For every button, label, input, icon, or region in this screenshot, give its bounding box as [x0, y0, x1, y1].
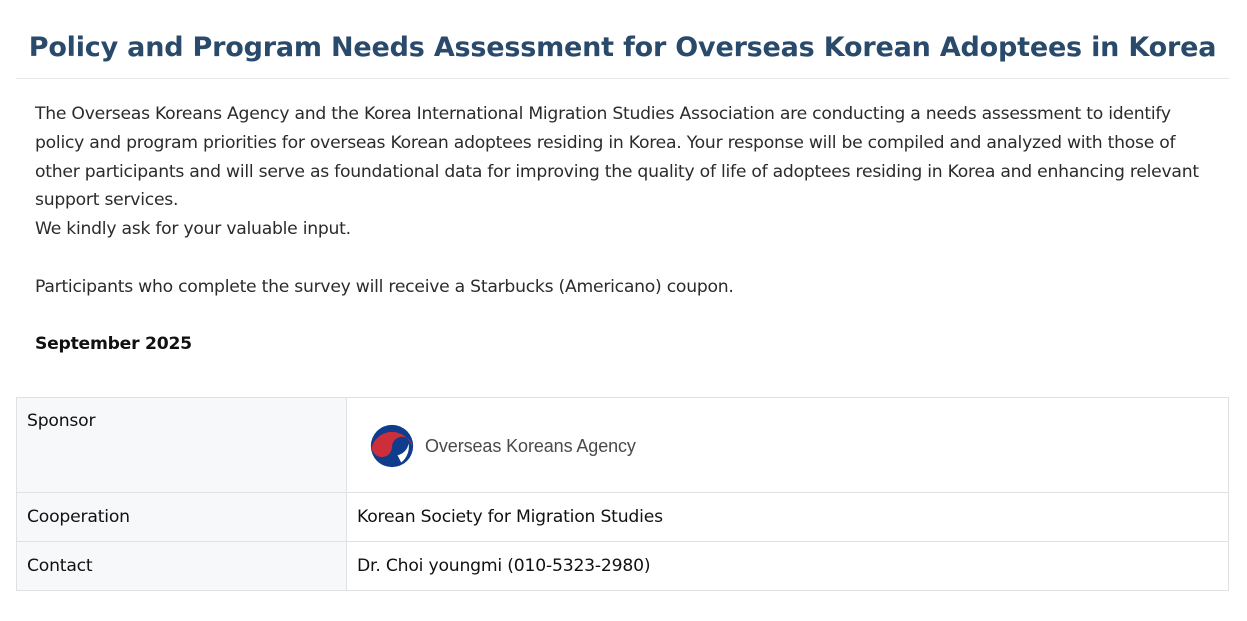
survey-info-table	[16, 397, 1229, 591]
sponsor-value	[347, 398, 1229, 493]
intro-paragraph: The Overseas Koreans Agency and the Korea International Migration Studies Association are conducting a needs assessment to identify policy and program priorities for overseas Korean adoptees residing in Korea. Your response will be compiled and analyzed with those of other participants and will serve as foundational data for improving the quality of life of adoptees residing in Korea and enhancing relevant support services.	[35, 104, 1199, 211]
table-row-sponsor	[17, 398, 1229, 493]
intro-incentive: Participants who complete the survey will receive a Starbucks (Americano) coupon.	[35, 276, 734, 297]
cooperation-value: Korean Society for Migration Studies	[347, 493, 1229, 542]
sponsor-logo	[369, 423, 1218, 469]
contact-label: Contact	[17, 542, 347, 591]
table-row-contact	[17, 542, 1229, 591]
survey-header	[16, 0, 1229, 79]
taegeuk-emblem-icon	[369, 423, 415, 469]
sponsor-logo-text: Overseas Koreans Agency	[425, 435, 636, 456]
intro-request: We kindly ask for your valuable input.	[35, 219, 351, 240]
page-title: Policy and Program Needs Assessment for Overseas Korean Adoptees in Korea	[28, 32, 1217, 63]
survey-date: September 2025	[35, 333, 192, 354]
sponsor-label: Sponsor	[17, 398, 347, 493]
contact-value: Dr. Choi youngmi (010-5323-2980)	[347, 542, 1229, 591]
survey-intro	[35, 100, 1215, 358]
paragraph-spacer	[35, 244, 1215, 273]
cooperation-label: Cooperation	[17, 493, 347, 542]
table-row-cooperation	[17, 493, 1229, 542]
